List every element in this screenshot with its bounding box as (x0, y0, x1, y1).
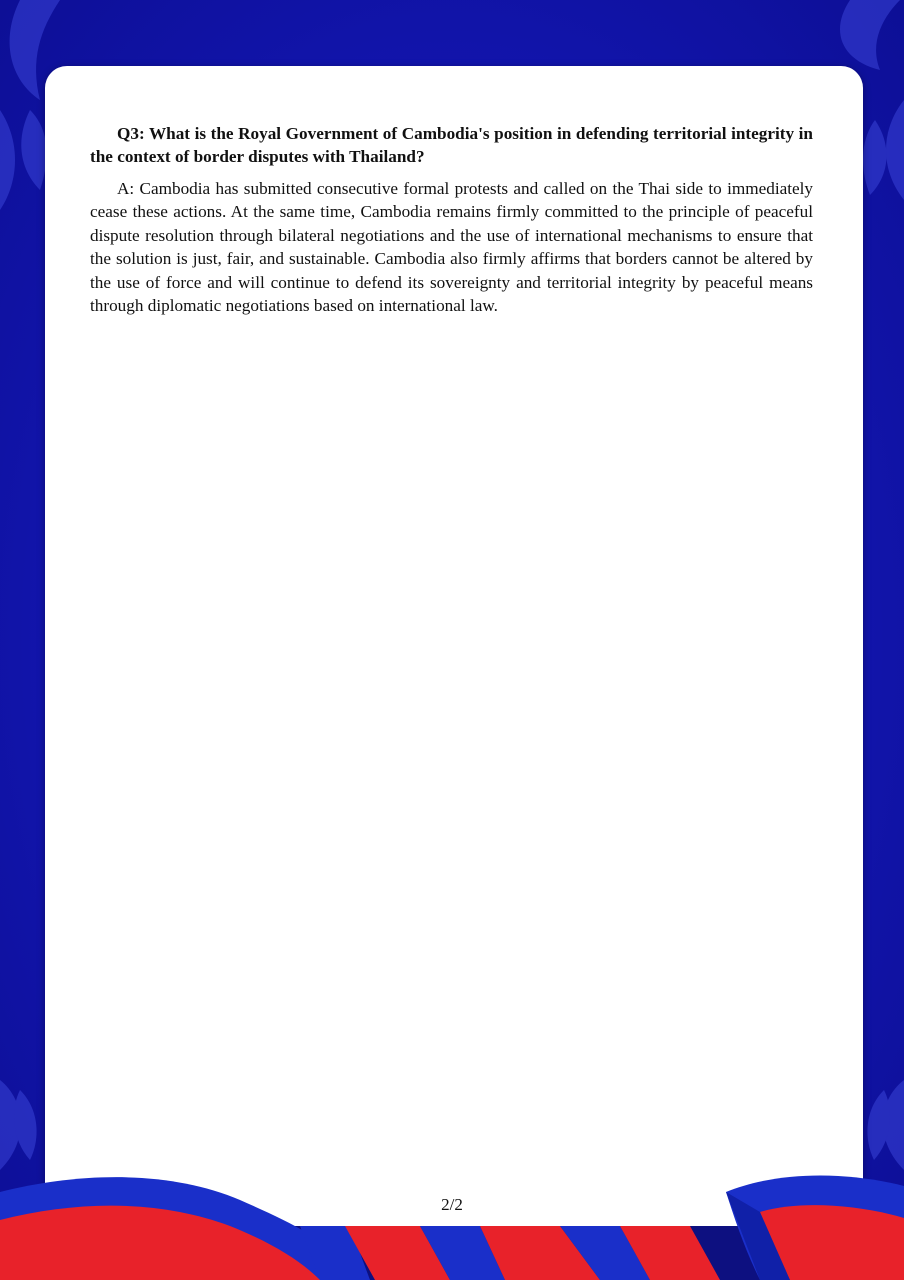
document-body (90, 122, 813, 317)
page-number: 2/2 (441, 1195, 463, 1214)
question-heading: Q3: What is the Royal Government of Cambodia's position in defending territorial integrity in the context of border disputes with Thailand? (90, 124, 813, 166)
answer-paragraph: A: Cambodia has submitted consecutive formal protests and called on the Thai side to immediately cease these actions. At the same time, Cambodia remains firmly committed to the principle of peaceful dispute resolution through bilateral negotiations and the use of international mechanisms to ensure that the solution is just, fair, and sustainable. Cambodia also firmly affirms that borders cannot be altered by the use of force and will continue to defend its sovereignty and territorial integrity by peaceful means through diplomatic negotiations based on international law. (90, 179, 813, 316)
